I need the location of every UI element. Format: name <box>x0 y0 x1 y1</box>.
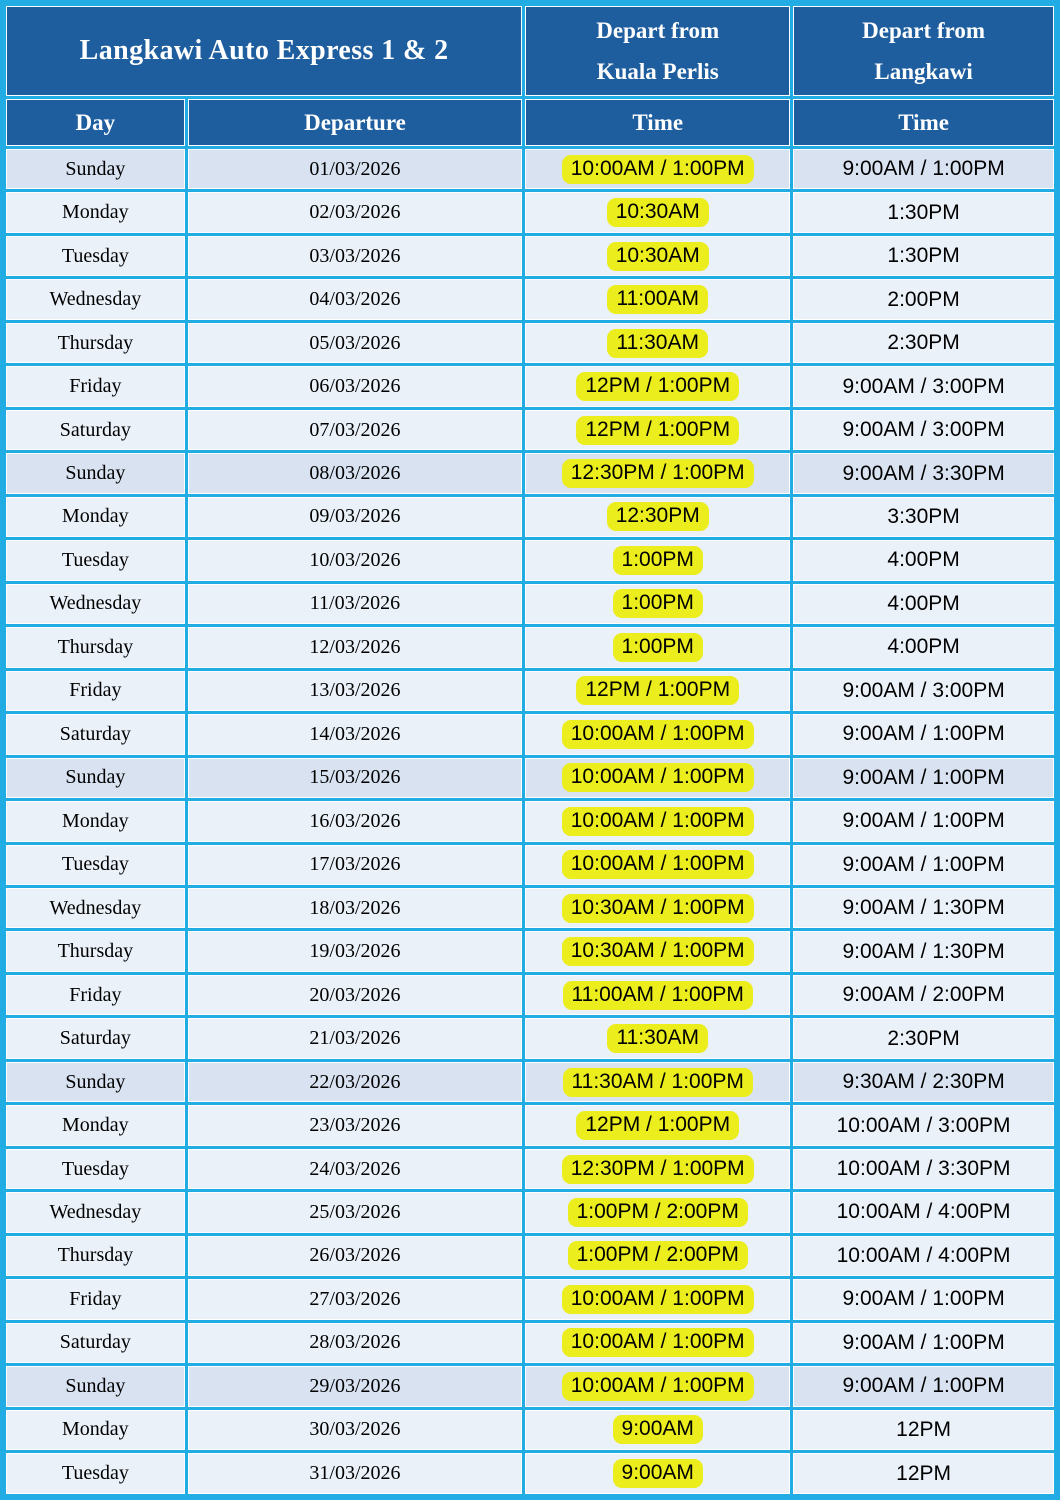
schedule-row <box>6 279 1054 319</box>
day-cell: Thursday <box>6 323 185 363</box>
highlighted-time: 10:00AM / 1:00PM <box>562 720 754 749</box>
time-langkawi-cell: 9:00AM / 1:00PM <box>793 845 1054 885</box>
time-kuala-perlis-cell <box>525 845 790 885</box>
schedule-row <box>6 540 1054 580</box>
header-row-routes <box>6 6 1054 96</box>
schedule-row <box>6 627 1054 667</box>
schedule-row <box>6 1236 1054 1276</box>
time-kuala-perlis-cell <box>525 1366 790 1406</box>
departure-date-cell: 21/03/2026 <box>188 1018 523 1058</box>
highlighted-time: 10:00AM / 1:00PM <box>562 850 754 879</box>
time-kuala-perlis-cell <box>525 931 790 971</box>
day-cell: Sunday <box>6 758 185 798</box>
time-kuala-perlis-cell <box>525 584 790 624</box>
time-kuala-perlis-cell <box>525 366 790 406</box>
time-kuala-perlis-cell <box>525 671 790 711</box>
day-cell: Thursday <box>6 627 185 667</box>
schedule-row <box>6 888 1054 928</box>
day-cell: Wednesday <box>6 1192 185 1232</box>
day-cell: Tuesday <box>6 1453 185 1494</box>
day-cell: Friday <box>6 671 185 711</box>
departure-date-cell: 11/03/2026 <box>188 584 523 624</box>
day-cell: Thursday <box>6 931 185 971</box>
column-header-departure: Departure <box>188 99 523 146</box>
departure-date-cell: 16/03/2026 <box>188 801 523 841</box>
time-langkawi-cell: 2:00PM <box>793 279 1054 319</box>
time-langkawi-cell: 10:00AM / 4:00PM <box>793 1236 1054 1276</box>
schedule-row <box>6 714 1054 754</box>
highlighted-time: 10:30AM / 1:00PM <box>562 937 754 966</box>
time-kuala-perlis-cell <box>525 323 790 363</box>
day-cell: Monday <box>6 497 185 537</box>
highlighted-time: 1:00PM / 2:00PM <box>568 1241 748 1270</box>
highlighted-time: 11:30AM <box>607 329 708 358</box>
day-cell: Wednesday <box>6 584 185 624</box>
time-langkawi-cell: 4:00PM <box>793 627 1054 667</box>
highlighted-time: 11:30AM <box>607 1024 708 1053</box>
schedule-row <box>6 1279 1054 1319</box>
departure-date-cell: 05/03/2026 <box>188 323 523 363</box>
highlighted-time: 12PM / 1:00PM <box>576 1111 739 1140</box>
time-kuala-perlis-cell <box>525 801 790 841</box>
highlighted-time: 9:00AM <box>613 1415 703 1444</box>
time-langkawi-cell: 2:30PM <box>793 323 1054 363</box>
time-kuala-perlis-cell <box>525 149 790 189</box>
schedule-row <box>6 671 1054 711</box>
day-cell: Saturday <box>6 1323 185 1363</box>
highlighted-time: 10:00AM / 1:00PM <box>562 763 754 792</box>
highlighted-time: 9:00AM <box>613 1459 703 1488</box>
departure-date-cell: 19/03/2026 <box>188 931 523 971</box>
schedule-row <box>6 236 1054 276</box>
day-cell: Sunday <box>6 1062 185 1102</box>
time-kuala-perlis-cell <box>525 453 790 493</box>
ferry-schedule-table <box>3 3 1057 1497</box>
departure-date-cell: 07/03/2026 <box>188 410 523 450</box>
day-cell: Monday <box>6 192 185 232</box>
highlighted-time: 1:00PM <box>613 633 703 662</box>
day-cell: Monday <box>6 1410 185 1450</box>
time-kuala-perlis-cell <box>525 1323 790 1363</box>
time-langkawi-cell: 4:00PM <box>793 540 1054 580</box>
day-cell: Thursday <box>6 1236 185 1276</box>
highlighted-time: 1:00PM / 2:00PM <box>568 1198 748 1227</box>
time-langkawi-cell: 10:00AM / 3:00PM <box>793 1105 1054 1145</box>
schedule-row <box>6 1105 1054 1145</box>
time-langkawi-cell: 9:00AM / 1:00PM <box>793 1323 1054 1363</box>
departure-date-cell: 18/03/2026 <box>188 888 523 928</box>
time-kuala-perlis-cell <box>525 627 790 667</box>
highlighted-time: 1:00PM <box>613 589 703 618</box>
time-kuala-perlis-cell <box>525 1410 790 1450</box>
time-langkawi-cell: 9:00AM / 1:00PM <box>793 758 1054 798</box>
day-cell: Monday <box>6 801 185 841</box>
time-langkawi-cell: 9:00AM / 1:00PM <box>793 1366 1054 1406</box>
time-langkawi-cell: 9:30AM / 2:30PM <box>793 1062 1054 1102</box>
time-kuala-perlis-cell <box>525 888 790 928</box>
schedule-row <box>6 1453 1054 1494</box>
departure-date-cell: 02/03/2026 <box>188 192 523 232</box>
time-langkawi-cell: 2:30PM <box>793 1018 1054 1058</box>
highlighted-time: 12:30PM <box>607 502 709 531</box>
highlighted-time: 11:00AM / 1:00PM <box>563 981 753 1010</box>
schedule-row <box>6 801 1054 841</box>
departure-date-cell: 17/03/2026 <box>188 845 523 885</box>
time-langkawi-cell: 9:00AM / 1:30PM <box>793 931 1054 971</box>
schedule-row <box>6 192 1054 232</box>
highlighted-time: 11:00AM <box>607 285 708 314</box>
time-kuala-perlis-cell <box>525 1453 790 1494</box>
schedule-row <box>6 323 1054 363</box>
day-cell: Saturday <box>6 1018 185 1058</box>
schedule-row <box>6 584 1054 624</box>
time-kuala-perlis-cell <box>525 192 790 232</box>
time-langkawi-cell: 9:00AM / 3:30PM <box>793 453 1054 493</box>
day-cell: Sunday <box>6 149 185 189</box>
time-langkawi-cell: 10:00AM / 3:30PM <box>793 1149 1054 1189</box>
day-cell: Friday <box>6 975 185 1015</box>
time-kuala-perlis-cell <box>525 1279 790 1319</box>
time-langkawi-cell: 9:00AM / 3:00PM <box>793 410 1054 450</box>
time-langkawi-cell: 9:00AM / 3:00PM <box>793 671 1054 711</box>
departure-date-cell: 08/03/2026 <box>188 453 523 493</box>
schedule-row <box>6 410 1054 450</box>
header-depart-langkawi-line1: Depart from <box>862 17 986 43</box>
time-langkawi-cell: 9:00AM / 1:00PM <box>793 801 1054 841</box>
day-cell: Tuesday <box>6 1149 185 1189</box>
time-langkawi-cell: 12PM <box>793 1453 1054 1494</box>
departure-date-cell: 26/03/2026 <box>188 1236 523 1276</box>
time-kuala-perlis-cell <box>525 497 790 537</box>
table-title: Langkawi Auto Express 1 & 2 <box>6 6 522 96</box>
day-cell: Saturday <box>6 410 185 450</box>
time-langkawi-cell: 9:00AM / 1:00PM <box>793 1279 1054 1319</box>
time-langkawi-cell: 3:30PM <box>793 497 1054 537</box>
schedule-row <box>6 453 1054 493</box>
highlighted-time: 11:30AM / 1:00PM <box>563 1068 753 1097</box>
time-langkawi-cell: 1:30PM <box>793 192 1054 232</box>
departure-date-cell: 20/03/2026 <box>188 975 523 1015</box>
column-header-time-langkawi: Time <box>793 99 1054 146</box>
day-cell: Saturday <box>6 714 185 754</box>
highlighted-time: 12:30PM / 1:00PM <box>562 459 754 488</box>
schedule-row <box>6 1062 1054 1102</box>
departure-date-cell: 30/03/2026 <box>188 1410 523 1450</box>
time-kuala-perlis-cell <box>525 1018 790 1058</box>
day-cell: Sunday <box>6 453 185 493</box>
time-kuala-perlis-cell <box>525 714 790 754</box>
header-row-columns <box>6 99 1054 146</box>
time-kuala-perlis-cell <box>525 236 790 276</box>
time-langkawi-cell: 12PM <box>793 1410 1054 1450</box>
time-kuala-perlis-cell <box>525 1236 790 1276</box>
schedule-row <box>6 845 1054 885</box>
highlighted-time: 10:00AM / 1:00PM <box>562 155 754 184</box>
time-kuala-perlis-cell <box>525 1149 790 1189</box>
schedule-row <box>6 975 1054 1015</box>
departure-date-cell: 28/03/2026 <box>188 1323 523 1363</box>
schedule-row <box>6 758 1054 798</box>
schedule-row <box>6 1192 1054 1232</box>
time-kuala-perlis-cell <box>525 279 790 319</box>
time-kuala-perlis-cell <box>525 1105 790 1145</box>
time-kuala-perlis-cell <box>525 540 790 580</box>
highlighted-time: 1:00PM <box>613 546 703 575</box>
time-langkawi-cell: 9:00AM / 3:00PM <box>793 366 1054 406</box>
schedule-row <box>6 497 1054 537</box>
departure-date-cell: 09/03/2026 <box>188 497 523 537</box>
day-cell: Sunday <box>6 1366 185 1406</box>
highlighted-time: 12:30PM / 1:00PM <box>562 1155 754 1184</box>
departure-date-cell: 31/03/2026 <box>188 1453 523 1494</box>
highlighted-time: 12PM / 1:00PM <box>576 372 739 401</box>
day-cell: Tuesday <box>6 236 185 276</box>
departure-date-cell: 14/03/2026 <box>188 714 523 754</box>
schedule-rows <box>6 149 1054 1494</box>
time-kuala-perlis-cell <box>525 1192 790 1232</box>
departure-date-cell: 29/03/2026 <box>188 1366 523 1406</box>
departure-date-cell: 24/03/2026 <box>188 1149 523 1189</box>
day-cell: Tuesday <box>6 540 185 580</box>
day-cell: Tuesday <box>6 845 185 885</box>
time-langkawi-cell: 9:00AM / 1:30PM <box>793 888 1054 928</box>
header-depart-kuala-perlis-line1: Depart from <box>596 17 720 43</box>
departure-date-cell: 06/03/2026 <box>188 366 523 406</box>
schedule-row <box>6 149 1054 189</box>
header-depart-kuala-perlis-line2: Kuala Perlis <box>596 59 719 84</box>
departure-date-cell: 12/03/2026 <box>188 627 523 667</box>
schedule-row <box>6 931 1054 971</box>
highlighted-time: 12PM / 1:00PM <box>576 416 739 445</box>
day-cell: Friday <box>6 366 185 406</box>
departure-date-cell: 13/03/2026 <box>188 671 523 711</box>
highlighted-time: 10:00AM / 1:00PM <box>562 1285 754 1314</box>
highlighted-time: 12PM / 1:00PM <box>576 676 739 705</box>
time-langkawi-cell: 1:30PM <box>793 236 1054 276</box>
highlighted-time: 10:00AM / 1:00PM <box>562 807 754 836</box>
header-depart-langkawi-line2: Langkawi <box>874 59 973 84</box>
highlighted-time: 10:00AM / 1:00PM <box>562 1328 754 1357</box>
time-langkawi-cell: 9:00AM / 1:00PM <box>793 714 1054 754</box>
highlighted-time: 10:30AM / 1:00PM <box>562 894 754 923</box>
departure-date-cell: 22/03/2026 <box>188 1062 523 1102</box>
time-langkawi-cell: 9:00AM / 2:00PM <box>793 975 1054 1015</box>
day-cell: Friday <box>6 1279 185 1319</box>
departure-date-cell: 15/03/2026 <box>188 758 523 798</box>
departure-date-cell: 03/03/2026 <box>188 236 523 276</box>
column-header-day: Day <box>6 99 185 146</box>
time-kuala-perlis-cell <box>525 758 790 798</box>
schedule-row <box>6 1149 1054 1189</box>
time-langkawi-cell: 9:00AM / 1:00PM <box>793 149 1054 189</box>
departure-date-cell: 23/03/2026 <box>188 1105 523 1145</box>
column-header-time-kuala-perlis: Time <box>525 99 790 146</box>
highlighted-time: 10:30AM <box>607 242 709 271</box>
time-kuala-perlis-cell <box>525 975 790 1015</box>
schedule-row <box>6 1366 1054 1406</box>
departure-date-cell: 10/03/2026 <box>188 540 523 580</box>
departure-date-cell: 25/03/2026 <box>188 1192 523 1232</box>
schedule-row <box>6 1018 1054 1058</box>
time-kuala-perlis-cell <box>525 410 790 450</box>
time-langkawi-cell: 10:00AM / 4:00PM <box>793 1192 1054 1232</box>
time-kuala-perlis-cell <box>525 1062 790 1102</box>
highlighted-time: 10:00AM / 1:00PM <box>562 1372 754 1401</box>
schedule-row <box>6 1410 1054 1450</box>
schedule-row <box>6 366 1054 406</box>
departure-date-cell: 27/03/2026 <box>188 1279 523 1319</box>
departure-date-cell: 01/03/2026 <box>188 149 523 189</box>
highlighted-time: 10:30AM <box>607 198 709 227</box>
day-cell: Monday <box>6 1105 185 1145</box>
time-langkawi-cell: 4:00PM <box>793 584 1054 624</box>
departure-date-cell: 04/03/2026 <box>188 279 523 319</box>
day-cell: Wednesday <box>6 279 185 319</box>
day-cell: Wednesday <box>6 888 185 928</box>
header-depart-langkawi <box>793 6 1054 96</box>
schedule-row <box>6 1323 1054 1363</box>
header-depart-kuala-perlis <box>525 6 790 96</box>
